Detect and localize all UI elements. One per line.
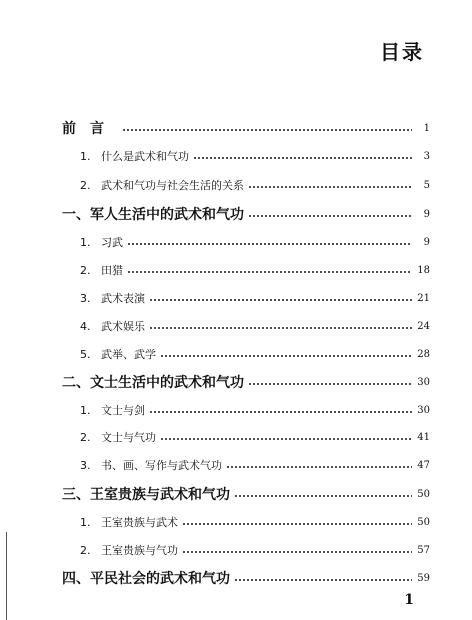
dot-leader bbox=[234, 495, 412, 497]
toc-entry[interactable] bbox=[0, 400, 472, 420]
toc-entry-page: 9 bbox=[423, 208, 430, 220]
toc-entry[interactable] bbox=[0, 344, 472, 364]
dot-leader bbox=[182, 523, 412, 525]
toc-entry-page: 5 bbox=[423, 179, 430, 191]
toc-entry-label: 军人生活中的武术和气功 bbox=[90, 207, 244, 223]
dot-leader bbox=[248, 215, 412, 217]
toc-entry[interactable] bbox=[0, 568, 472, 588]
dot-leader bbox=[149, 411, 412, 413]
scan-edge-line bbox=[6, 532, 7, 620]
dot-leader bbox=[160, 438, 412, 440]
toc-entry-number: 1. bbox=[80, 403, 91, 417]
toc-entry-number: 四、 bbox=[62, 571, 90, 587]
toc-entry-label: 王室贵族与武术 bbox=[101, 516, 178, 529]
toc-entry[interactable] bbox=[0, 204, 472, 224]
toc-entry-number: 1. bbox=[80, 149, 91, 163]
toc-entry-label: 习武 bbox=[101, 236, 123, 249]
toc-entry-page: 3 bbox=[423, 150, 430, 162]
toc-entry[interactable] bbox=[0, 484, 472, 504]
toc-entry[interactable] bbox=[0, 540, 472, 560]
toc-entry-page: 30 bbox=[417, 404, 430, 416]
toc-entry[interactable] bbox=[0, 427, 472, 447]
dot-leader bbox=[122, 129, 412, 131]
toc-entry-label: 什么是武术和气功 bbox=[101, 150, 189, 163]
toc-entry-label: 文士生活中的武术和气功 bbox=[90, 375, 244, 391]
toc-entry-page: 59 bbox=[417, 572, 430, 584]
toc-entry-number: 三、 bbox=[62, 487, 90, 503]
toc-entry[interactable] bbox=[0, 146, 472, 166]
toc-entry[interactable] bbox=[0, 232, 472, 252]
toc-entry-number: 1. bbox=[80, 515, 91, 529]
toc-entry-number: 二、 bbox=[62, 375, 90, 391]
toc-entry-label: 平民社会的武术和气功 bbox=[90, 571, 230, 587]
toc-entry-number: 5. bbox=[80, 347, 91, 361]
toc-entry-label: 王室贵族与气功 bbox=[101, 544, 178, 557]
toc-entry-number: 3. bbox=[80, 291, 91, 305]
dot-leader bbox=[248, 186, 412, 188]
toc-entry[interactable] bbox=[0, 316, 472, 336]
toc-entry-page: 41 bbox=[417, 431, 430, 443]
toc-entry-label: 文士与气功 bbox=[101, 431, 156, 444]
toc-entry-number: 2. bbox=[80, 178, 91, 192]
toc-entry-number: 1. bbox=[80, 235, 91, 249]
toc-entry[interactable] bbox=[0, 455, 472, 475]
toc-entry-label: 武举、武学 bbox=[101, 348, 156, 361]
toc-entry-page: 18 bbox=[417, 264, 430, 276]
page-title: 目录 bbox=[380, 40, 424, 64]
footer-page-number: 1 bbox=[404, 592, 414, 608]
toc-entry-page: 57 bbox=[417, 544, 430, 556]
toc-entry-page: 47 bbox=[417, 459, 430, 471]
dot-leader bbox=[248, 383, 412, 385]
toc-entry-label: 武术表演 bbox=[101, 292, 145, 305]
toc-entry-page: 50 bbox=[417, 516, 430, 528]
dot-leader bbox=[182, 551, 412, 553]
toc-entry-page: 28 bbox=[417, 348, 430, 360]
toc-entry[interactable] bbox=[0, 372, 472, 392]
toc-entry-number: 2. bbox=[80, 263, 91, 277]
dot-leader bbox=[226, 466, 412, 468]
toc-entry-number: 2. bbox=[80, 430, 91, 444]
toc-entry-label: 前言 bbox=[62, 121, 118, 137]
toc-entry-page: 1 bbox=[423, 122, 430, 134]
toc-entry[interactable] bbox=[0, 512, 472, 532]
toc-entry-label: 田猎 bbox=[101, 264, 123, 277]
toc-entry-page: 24 bbox=[417, 320, 430, 332]
toc-entry-label: 书、画、写作与武术气功 bbox=[101, 459, 222, 472]
toc-entry-label: 武术娱乐 bbox=[101, 320, 145, 333]
toc-entry[interactable] bbox=[0, 175, 472, 195]
dot-leader bbox=[127, 243, 412, 245]
dot-leader bbox=[149, 299, 412, 301]
toc-entry[interactable] bbox=[0, 288, 472, 308]
toc-entry-label: 文士与剑 bbox=[101, 404, 145, 417]
dot-leader bbox=[149, 327, 412, 329]
toc-entry-page: 30 bbox=[417, 376, 430, 388]
toc-entry-label: 王室贵族与武术和气功 bbox=[90, 487, 230, 503]
toc-entry-label: 武术和气功与社会生活的关系 bbox=[101, 179, 244, 192]
dot-leader bbox=[234, 579, 412, 581]
dot-leader bbox=[160, 355, 412, 357]
toc-entry-number: 2. bbox=[80, 543, 91, 557]
dot-leader bbox=[193, 157, 412, 159]
toc-entry-page: 9 bbox=[423, 236, 430, 248]
toc-entry[interactable] bbox=[0, 118, 472, 138]
toc-entry-number: 3. bbox=[80, 458, 91, 472]
toc-entry-number: 一、 bbox=[62, 207, 90, 223]
toc-entry-page: 50 bbox=[417, 488, 430, 500]
toc-entry-number: 4. bbox=[80, 319, 91, 333]
dot-leader bbox=[127, 271, 412, 273]
toc-entry-page: 21 bbox=[417, 292, 430, 304]
toc-entry[interactable] bbox=[0, 260, 472, 280]
